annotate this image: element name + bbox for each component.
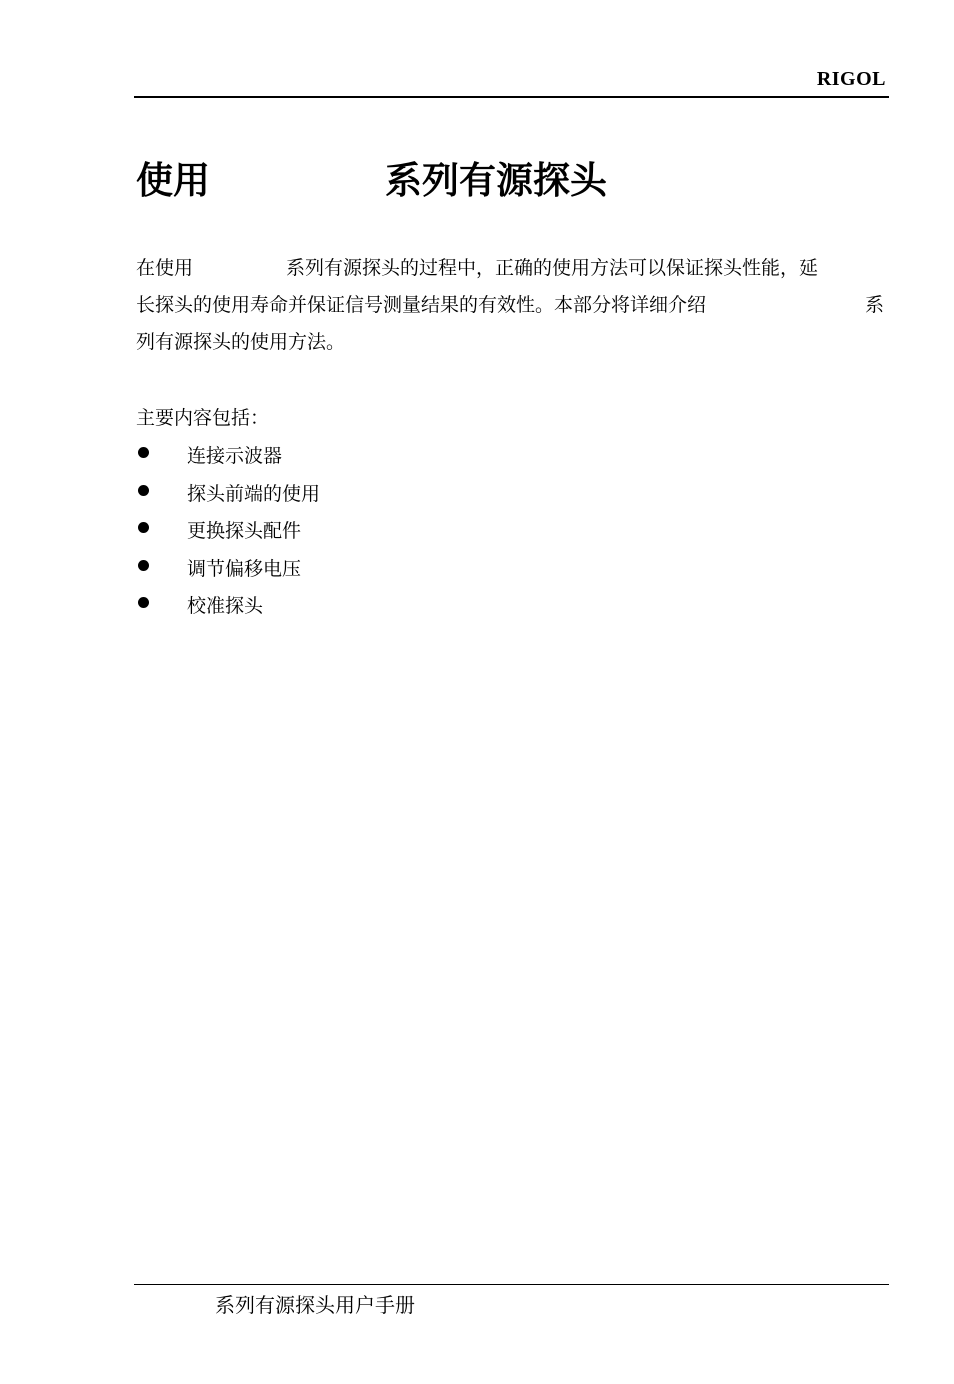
list-item-text: 探头前端的使用	[187, 482, 321, 505]
page-title	[136, 150, 888, 200]
list-item	[136, 441, 636, 479]
list-item-text: 更换探头配件	[187, 520, 302, 543]
bullet-icon	[138, 597, 149, 608]
intro-line-3-text: 列有源探头的使用方法。	[136, 331, 346, 353]
intro-line-2-end: 系	[865, 294, 885, 316]
list-item-text: 校准探头	[187, 595, 264, 618]
bullet-icon	[138, 447, 149, 458]
contents-label: 主要内容包括：	[136, 407, 270, 429]
list-item-text: 连接示波器	[187, 445, 283, 467]
list-item	[136, 591, 636, 629]
header-divider	[134, 96, 889, 98]
list-item	[136, 479, 636, 517]
brand-logo-text: RIGOL	[816, 68, 886, 90]
intro-line-3	[136, 327, 888, 357]
footer-divider	[134, 1284, 889, 1285]
list-item	[136, 516, 636, 554]
intro-line-1	[136, 253, 888, 283]
page-title-left: 使用	[136, 159, 210, 202]
contents-list	[136, 441, 636, 629]
intro-line-2-start: 长探头的使用寿命并保证信号测量结果的有效性。本部分将详细介绍	[136, 294, 707, 316]
bullet-icon	[138, 485, 149, 496]
intro-line-1-start: 在使用	[136, 257, 194, 279]
bullet-icon	[138, 522, 149, 533]
bullet-icon	[138, 560, 149, 571]
intro-line-1-rest: 系列有源探头的过程中，正确的使用方法可以保证探头性能，延	[286, 257, 819, 279]
intro-line-2	[136, 290, 888, 320]
list-item	[136, 554, 636, 592]
page-title-right: 系列有源探头	[385, 159, 607, 202]
list-item-text: 调节偏移电压	[187, 557, 302, 580]
footer-title: 系列有源探头用户手册	[215, 1293, 415, 1317]
